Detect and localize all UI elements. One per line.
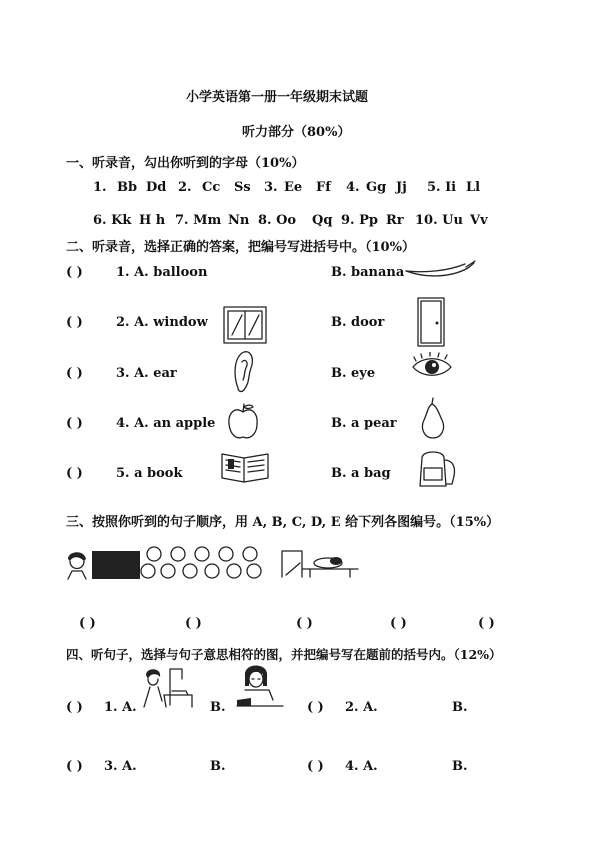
letter-item: Ee: [284, 180, 303, 195]
banana-image: [400, 258, 480, 280]
option-a: 3. A. ear: [116, 366, 177, 381]
section2-heading: 二、听录音，选择正确的答案，把编号写进括号中。（10%）: [66, 240, 415, 255]
letter-item: 5. Ii: [427, 180, 457, 195]
answer-paren[interactable]: ( ): [66, 416, 83, 431]
option-a: 5. a book: [116, 466, 183, 481]
letter-item: 8. Oo: [258, 213, 297, 228]
letter-item: Bb: [117, 180, 138, 195]
option-b: B.: [210, 759, 226, 774]
door-image: [416, 296, 446, 348]
letter-item: 4.: [346, 180, 360, 195]
answer-paren[interactable]: ( ): [66, 466, 83, 481]
order-paren[interactable]: ( ): [296, 616, 313, 631]
answer-paren[interactable]: ( ): [66, 366, 83, 381]
letter-item: 10. Uu: [415, 213, 463, 228]
letter-item: Ll: [466, 180, 481, 195]
letter-item: Nn: [228, 213, 250, 228]
answer-paren[interactable]: ( ): [66, 265, 83, 280]
apple-image: [226, 402, 260, 442]
letter-item: 9. Pp: [341, 213, 378, 228]
order-paren[interactable]: ( ): [79, 616, 96, 631]
letter-item: Cc: [202, 180, 221, 195]
letter-item: Gg: [366, 180, 387, 195]
bag-image: [414, 446, 458, 488]
page-title: 小学英语第一册一年级期末试题: [186, 90, 369, 105]
ear-image: [230, 348, 256, 394]
option-b: B.: [452, 759, 468, 774]
letter-item: Ss: [234, 180, 251, 195]
section3-heading: 三、按照你听到的句子顺序，用 A, B, C, D, E 给下列各图编号。（15%）: [66, 515, 500, 530]
question-number: 1. A.: [104, 700, 137, 715]
option-b: B.: [210, 700, 226, 715]
option-b: B. door: [331, 315, 385, 330]
letter-item: 2.: [178, 180, 192, 195]
section4-heading: 四、听句子，选择与句子意思相符的图，并把编号写在题前的括号内。（12%）: [66, 647, 502, 662]
option-b: B. banana: [331, 265, 405, 280]
child-computer-image: [140, 665, 196, 709]
question-number: 4. A.: [345, 759, 378, 774]
answer-paren[interactable]: ( ): [307, 759, 324, 774]
letter-item: 6. Kk: [93, 213, 132, 228]
option-b: B. a bag: [331, 466, 391, 481]
option-a: 2. A. window: [116, 315, 208, 330]
apples-image: [140, 544, 264, 580]
question-number: 3. A.: [104, 759, 137, 774]
window-image: [222, 305, 268, 345]
letter-item: Qq: [312, 213, 333, 228]
eye-image: [410, 352, 454, 382]
table-fruit-image: [280, 549, 360, 579]
question-number: 2. A.: [345, 700, 378, 715]
page-subtitle: 听力部分（80%）: [242, 125, 351, 140]
letter-item: Ff: [316, 180, 331, 195]
boy-blackboard-image: [64, 545, 144, 581]
option-a: 1. A. balloon: [116, 265, 208, 280]
pear-image: [418, 396, 448, 440]
letter-item: 3.: [264, 180, 278, 195]
answer-paren[interactable]: ( ): [66, 759, 83, 774]
answer-paren[interactable]: ( ): [307, 700, 324, 715]
letter-item: H h: [139, 213, 166, 228]
option-a: 4. A. an apple: [116, 416, 216, 431]
letter-item: Rr: [386, 213, 404, 228]
order-paren[interactable]: ( ): [390, 616, 407, 631]
letter-item: Dd: [146, 180, 167, 195]
answer-paren[interactable]: ( ): [66, 700, 83, 715]
answer-paren[interactable]: ( ): [66, 315, 83, 330]
letter-item: Jj: [396, 180, 407, 195]
section1-heading: 一、听录音，勾出你听到的字母（10%）: [66, 156, 305, 171]
letter-item: 7. Mm: [175, 213, 222, 228]
option-b: B. a pear: [331, 416, 397, 431]
letter-item: 1.: [93, 180, 107, 195]
option-b: B. eye: [331, 366, 376, 381]
option-b: B.: [452, 700, 468, 715]
letter-item: Vv: [470, 213, 488, 228]
book-image: [220, 450, 270, 484]
girl-reading-image: [235, 660, 285, 710]
order-paren[interactable]: ( ): [478, 616, 495, 631]
order-paren[interactable]: ( ): [185, 616, 202, 631]
